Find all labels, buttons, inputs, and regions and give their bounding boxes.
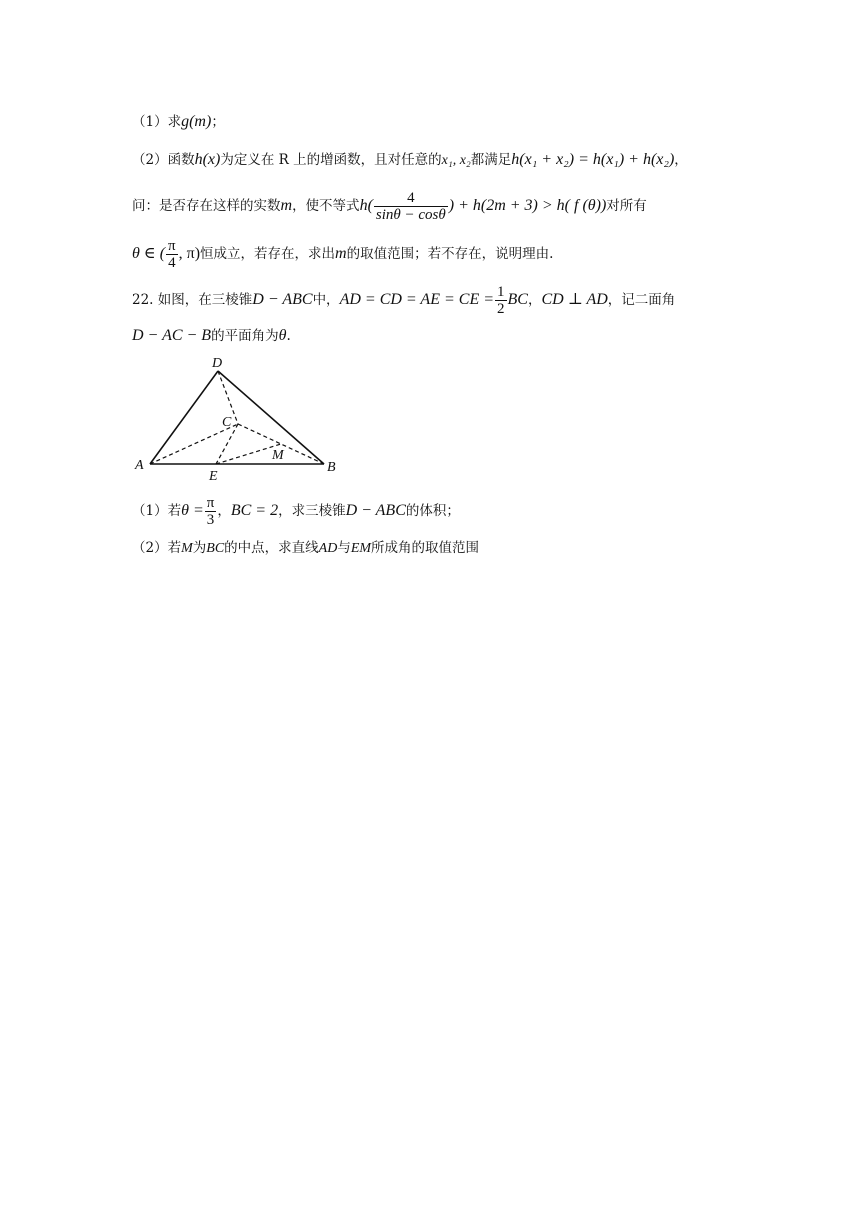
label-A: A xyxy=(135,458,144,473)
edge-DB xyxy=(218,371,324,464)
text: 若 xyxy=(167,540,182,556)
text: 都满足 xyxy=(470,152,512,168)
edge-AC xyxy=(150,424,238,464)
q22-line1 xyxy=(132,280,675,320)
fraction-denominator: 4 xyxy=(166,254,178,271)
math-equation: h(x₁ + x₂) = h(x₁) + h(x₂) xyxy=(511,151,675,168)
text: 的平面角为 xyxy=(211,328,279,344)
math-var: M xyxy=(181,541,193,556)
part-number: （1） xyxy=(132,114,168,130)
fraction xyxy=(166,238,178,271)
part-number: （2） xyxy=(132,540,168,556)
text: 中， xyxy=(312,292,340,308)
part-number: （2） xyxy=(132,152,168,168)
fraction-numerator: 1 xyxy=(497,284,505,300)
fraction-numerator: π xyxy=(206,495,215,511)
label-D: D xyxy=(212,356,223,371)
text: . xyxy=(286,328,291,344)
math-equation: AD = CD = AE = CE = xyxy=(339,291,495,308)
fraction-numerator: π xyxy=(168,238,176,254)
math-expr: θ = xyxy=(181,502,204,519)
pyramid-figure xyxy=(128,354,348,484)
math-expr: BC xyxy=(507,291,528,308)
math-expr: D − ABC xyxy=(345,502,406,519)
text: 的取值范围；若不存在，说明理由. xyxy=(346,246,554,262)
q22-part1 xyxy=(132,491,460,531)
math-expr: , π) xyxy=(178,245,201,262)
fraction xyxy=(374,190,448,223)
text: 为定义在 R 上的增函数，且对任意的 xyxy=(220,152,442,168)
text: 若 xyxy=(167,503,182,519)
q21-part2-line3 xyxy=(132,234,553,274)
math-expr: θ ∈ ( xyxy=(132,245,166,262)
text: ，记二面角 xyxy=(607,292,676,308)
q22-part2 xyxy=(132,537,479,560)
math-var: θ xyxy=(278,327,287,344)
math-expr: h( xyxy=(359,197,373,214)
text: 求 xyxy=(167,114,182,130)
math-expr: x₁, x₂ xyxy=(441,153,471,168)
part-number: （1） xyxy=(132,503,168,519)
fraction-denominator: 2 xyxy=(497,301,505,317)
text: ，求三棱锥 xyxy=(278,503,346,519)
math-var: EM xyxy=(350,541,372,556)
math-expr: ) + h(2m + 3) > h( f (θ)) xyxy=(448,197,607,214)
text: ； xyxy=(211,114,225,130)
math-var: m xyxy=(335,245,347,262)
math-var: BC xyxy=(206,541,225,556)
fraction xyxy=(495,284,507,317)
text: 的中点，求直线 xyxy=(224,540,319,556)
text: 如图，在三棱锥 xyxy=(157,292,253,308)
math-var: m xyxy=(280,197,293,214)
text: ， xyxy=(674,152,688,168)
q21-part2-line2 xyxy=(132,186,647,226)
math-expr: g(m) xyxy=(181,113,212,130)
question-number: 22. xyxy=(132,292,154,308)
q22-line2 xyxy=(132,325,291,347)
fraction-numerator: 4 xyxy=(407,190,415,206)
text: ， xyxy=(527,292,542,308)
text: 对所有 xyxy=(606,198,647,214)
q21-part1 xyxy=(132,111,225,133)
fraction xyxy=(205,495,217,528)
label-M: M xyxy=(272,448,284,463)
edge-CE xyxy=(216,424,238,464)
fraction-denominator: 3 xyxy=(205,511,217,528)
text: 问：是否存在这样的实数 xyxy=(132,198,281,214)
text: 与 xyxy=(337,540,351,556)
math-expr: CD ⊥ AD xyxy=(541,291,608,308)
text: 为 xyxy=(192,540,207,556)
math-expr: h(x) xyxy=(194,151,221,168)
math-var: AD xyxy=(318,541,338,556)
text: 函数 xyxy=(167,152,195,168)
text: 的体积； xyxy=(405,503,460,519)
label-C: C xyxy=(222,415,232,430)
math-expr: D − AC − B xyxy=(132,327,212,344)
text: ， xyxy=(217,503,231,519)
text: ，使不等式 xyxy=(292,198,360,214)
q21-part2-line1 xyxy=(132,149,688,172)
math-expr: BC = 2 xyxy=(230,502,279,519)
text: 所成角的取值范围 xyxy=(371,540,480,556)
label-B: B xyxy=(327,460,336,475)
edge-AD xyxy=(150,371,218,464)
fraction-denominator: sinθ − cosθ xyxy=(375,207,446,223)
math-expr: D − ABC xyxy=(252,291,313,308)
text: 恒成立，若存在，求出 xyxy=(200,246,336,262)
label-E: E xyxy=(209,469,218,484)
